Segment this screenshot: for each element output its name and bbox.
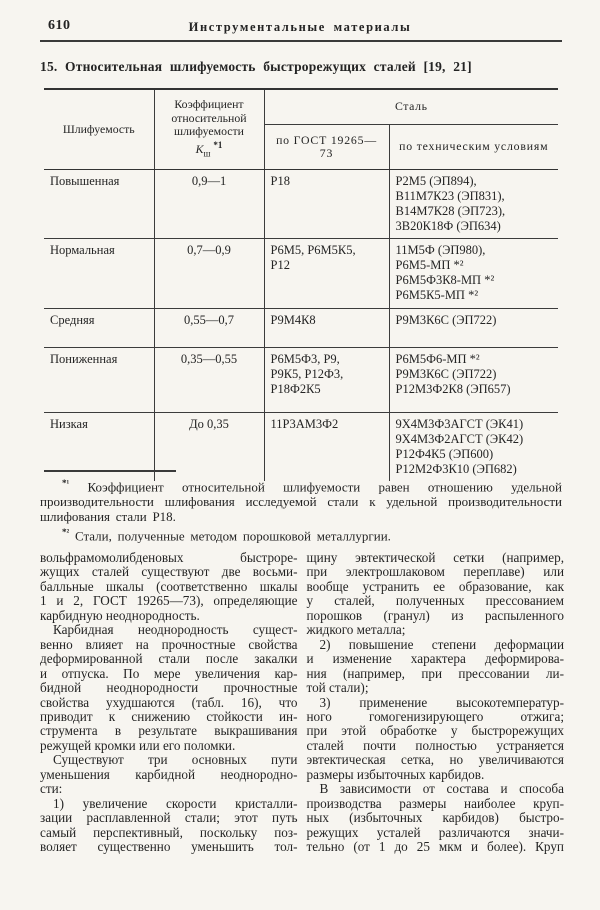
table-body [44, 170, 558, 482]
text-line: В зависимости от состава и способа [319, 781, 564, 797]
cell-coefficient: 0,35—0,55 [154, 348, 264, 413]
steel-grade: 11М5Ф (ЭП980), [395, 243, 486, 257]
cell-tu [389, 170, 558, 239]
footnote-text: Стали, полученные методом порошковой металлургии. [69, 528, 391, 544]
cell-gost [264, 413, 389, 482]
text-line: и отпуска. По мере увеличения кар- [40, 665, 298, 681]
column-header-steel: Сталь [264, 89, 558, 125]
steel-grade: Р6М5Ф6-МП *² [395, 352, 480, 366]
text-line: струмента в результате выкрашивания [40, 723, 298, 739]
text-line: жущих сталей существуют две восьми- [40, 564, 298, 580]
text-line: 2) повышение степени деформации [319, 636, 564, 652]
footnote [40, 525, 562, 544]
cell-coefficient: До 0,35 [154, 413, 264, 482]
coef-symbol-subscript: ш [203, 148, 211, 159]
text-line: при электрошлаковом переплаве) или [306, 564, 564, 580]
text-line: режущих усталей различаются значи- [306, 824, 564, 840]
text-line: свойства ухудшаются (табл. 16), что [40, 694, 298, 710]
coef-header-line: шлифуемости [174, 124, 244, 139]
table-row [44, 348, 558, 413]
coef-symbol-letter: К [195, 141, 204, 156]
text-line: порошков (гранул) из распыленного [306, 607, 564, 623]
text-line: эвтектическая сетка, но увеличиваются [306, 752, 564, 768]
table-row [44, 170, 558, 239]
paragraph [307, 551, 565, 638]
paragraph [40, 623, 298, 753]
text-line: режущей кромки или его поломки. [40, 737, 236, 753]
steel-grade: Р2М5 (ЭП894), [395, 174, 477, 188]
text-line: вольфрамомолибденовых быстроре- [40, 550, 298, 565]
steel-grade: Р12 [270, 258, 290, 272]
steel-grade: Р6М5К5-МП *² [395, 288, 479, 302]
paragraph [40, 797, 298, 855]
text-line: зации расплавленной стали; этот путь [40, 810, 298, 826]
steel-grade: Р9М3К6С (ЭП722) [395, 313, 497, 327]
table-header [44, 89, 558, 170]
text-line: воляет существенно уменьшить тол- [40, 839, 298, 855]
steel-grade: 11Р3АМ3Ф2 [270, 417, 339, 431]
steel-grade: Р6М5Ф3К8-МП *² [395, 273, 495, 287]
cell-grindability: Низкая [50, 417, 88, 431]
coef-header-line: относительной [171, 110, 247, 125]
coef-footnote-ref: *1 [213, 139, 223, 150]
text-line: ного гомогенизирующего отжига; [306, 708, 564, 724]
text-line: 1 и 2, ГОСТ 19265—73), определяющие [40, 593, 298, 609]
cell-gost [264, 239, 389, 309]
steel-grade: В14М7К28 (ЭП723), [395, 204, 506, 218]
text-line: карбидную неоднородность. [40, 607, 200, 623]
text-line: у сталей, полученных прессованием [306, 593, 564, 609]
page-number: 610 [48, 18, 71, 33]
table-title: 15. Относительная шлифуемость быстрорежущих сталей [19, 21] [40, 59, 472, 74]
column-header-tu: по техническим условиям [389, 125, 558, 170]
text-line: ния (например, при прессовании ли- [306, 665, 564, 681]
cell-gost [264, 348, 389, 413]
paragraph [40, 551, 298, 623]
paragraph [307, 638, 565, 696]
footnote-marker: *¹ [62, 478, 70, 488]
footnote [40, 476, 562, 524]
footnote-rule [44, 470, 176, 472]
text-line: той стали); [306, 680, 369, 696]
steel-grade: Р6М5Ф3, Р9, [270, 352, 340, 366]
footnote-text: Коэффициент относительной шлифуемости равен отношению удельной производительности шлифования исследуемой стали к удельной производительности шлифования стали Р18. [40, 479, 562, 524]
text-line: при этой обработке у быстрорежущих [306, 723, 564, 739]
text-line: уменьшения карбидной неоднородно- [40, 766, 298, 782]
text-line: Карбидная неоднородность сущест- [53, 622, 298, 638]
cell-tu [389, 413, 558, 482]
cell-grindability: Нормальная [44, 239, 154, 309]
text-line: самый перспективный, поскольку поз- [40, 824, 298, 840]
table-row [44, 239, 558, 309]
column-header-coefficient [154, 89, 264, 170]
text-line: ных (избыточных карбидов) быстро- [306, 810, 564, 826]
steel-grade: Р9М4К8 [270, 313, 316, 327]
steel-grade: Р12М2Ф3К10 (ЭП682) [395, 462, 517, 476]
text-line: деформированной стали после закалки [40, 651, 298, 667]
cell-gost [264, 170, 389, 239]
footnote-marker: *² [62, 527, 70, 538]
text-line: сти: [40, 781, 63, 797]
cell-gost [264, 309, 389, 348]
steel-grade: Р18Ф2К5 [270, 382, 321, 396]
coef-header-line: Коэффициент [174, 97, 244, 112]
steel-grade: Р6М5-МП *² [395, 258, 464, 272]
text-line: Существуют три основных пути [53, 752, 298, 768]
text-line: венно влияет на прочностные свойства [40, 636, 298, 652]
text-line: производства размеры наиболее круп- [306, 795, 564, 811]
steel-grade: Р6М5, Р6М5К5, [270, 243, 356, 257]
steel-grade: 3В20К18Ф (ЭП634) [395, 219, 501, 233]
cell-grindability: Пониженная [44, 348, 154, 413]
steel-grade: Р9К5, Р12Ф3, [270, 367, 344, 381]
table-row [44, 309, 558, 348]
text-line: 1) увеличение скорости кристалли- [53, 795, 298, 811]
coef-symbol [195, 139, 223, 159]
grindability-table [44, 88, 558, 481]
text-line: сталей почти полностью устраняется [306, 737, 564, 753]
text-column-right [307, 551, 565, 855]
footnotes [40, 476, 562, 545]
text-line: балльные шкалы (соответственно шкалы [40, 578, 298, 594]
text-line: и изменение характера деформирова- [306, 651, 564, 667]
steel-grade: Р9М3К6С (ЭП722) [395, 367, 497, 381]
steel-grade: 9Х4М3Ф3АГСТ (ЭК41) [395, 417, 524, 431]
cell-coefficient: 0,9—1 [154, 170, 264, 239]
cell-tu [389, 239, 558, 309]
cell-grindability: Повышенная [44, 170, 154, 239]
column-header-grindability: Шлифуемость [44, 89, 154, 170]
text-line: размеры избыточных карбидов. [306, 766, 485, 782]
text-line: 3) применение высокотемператур- [319, 694, 564, 710]
steel-grade: Р18 [270, 174, 290, 188]
text-line: бидной неоднородности прочностные [40, 680, 298, 696]
paragraph [40, 753, 298, 796]
cell-tu [389, 348, 558, 413]
text-column-left [40, 551, 298, 855]
text-line: щину эвтектической сетки (например, [306, 550, 564, 565]
steel-grade: 9Х4М3Ф2АГСТ (ЭК42) [395, 432, 524, 446]
text-line: вообще устранить ее образование, как [306, 578, 564, 594]
cell-coefficient: 0,55—0,7 [154, 309, 264, 348]
cell-grindability: Средняя [44, 309, 154, 348]
paragraph [307, 782, 565, 854]
cell-coefficient: 0,7—0,9 [154, 239, 264, 309]
body-text [40, 551, 564, 855]
text-line: приводит к снижению стойкости ин- [40, 708, 298, 724]
steel-grade: В11М7К23 (ЭП831), [395, 189, 505, 203]
running-header: Инструментальные материалы [188, 20, 412, 34]
paragraph [307, 696, 565, 783]
steel-grade: Р12М3Ф2К8 (ЭП657) [395, 382, 511, 396]
cell-tu [389, 309, 558, 348]
text-line: тельно (от 1 до 25 мкм и более). Круп [306, 839, 564, 855]
header-rule [40, 40, 562, 42]
column-header-gost: по ГОСТ 19265—73 [264, 125, 389, 170]
text-line: жидкого металла; [306, 622, 406, 638]
steel-grade: Р12Ф4К5 (ЭП600) [395, 447, 494, 461]
